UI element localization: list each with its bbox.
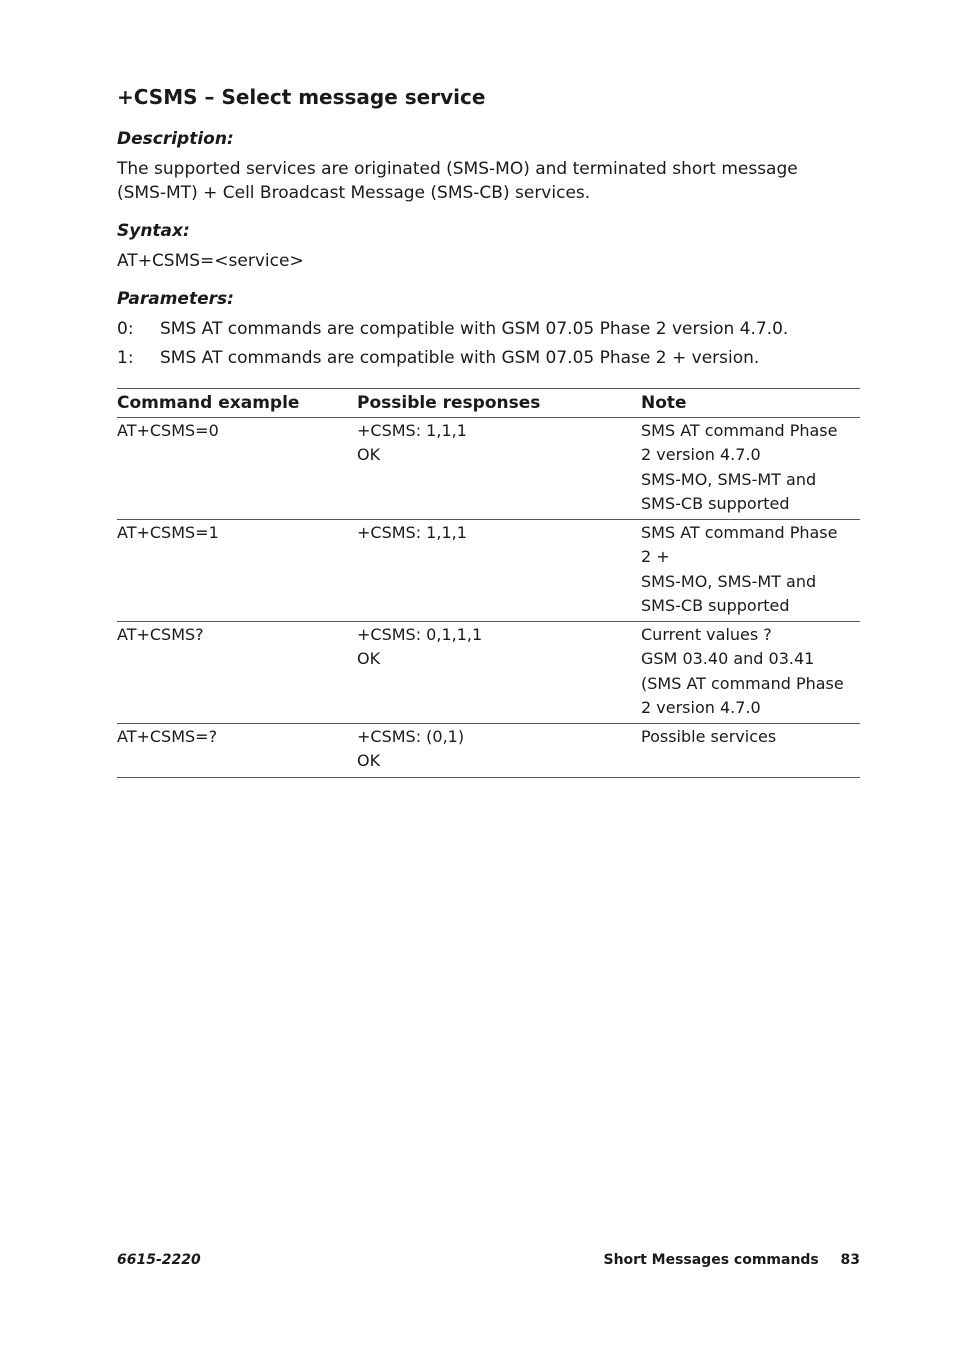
note-line: GSM 03.40 and 03.41 bbox=[641, 649, 815, 669]
response-cell bbox=[357, 419, 627, 468]
response-line: OK bbox=[357, 649, 381, 669]
note-line: SMS-MO, SMS-MT and bbox=[641, 571, 817, 591]
note-line: SMS AT command Phase bbox=[641, 421, 838, 440]
response-line: OK bbox=[357, 751, 381, 771]
table-row bbox=[117, 418, 860, 520]
parameters-heading: Parameters: bbox=[117, 289, 234, 309]
note-line: 2 version 4.7.0 bbox=[641, 445, 761, 465]
footer-section-title: Short Messages commands bbox=[603, 1252, 819, 1268]
command-cell bbox=[117, 623, 349, 647]
response-line: +CSMS: 1,1,1 bbox=[357, 523, 467, 542]
note-cell bbox=[641, 419, 860, 516]
parameter-text: SMS AT commands are compatible with GSM 07.05 Phase 2 + version. bbox=[160, 348, 760, 368]
response-line: +CSMS: 0,1,1,1 bbox=[357, 625, 483, 644]
command-line: AT+CSMS? bbox=[117, 625, 204, 644]
parameter-text: SMS AT commands are compatible with GSM 07.05 Phase 2 version 4.7.0. bbox=[160, 319, 789, 339]
response-cell bbox=[357, 725, 627, 774]
command-line: AT+CSMS=? bbox=[117, 727, 218, 746]
parameter-number: 0: bbox=[117, 319, 134, 339]
command-cell bbox=[117, 521, 349, 545]
header-note: Note bbox=[641, 393, 687, 413]
response-cell bbox=[357, 623, 627, 672]
note-line: Possible services bbox=[641, 727, 777, 746]
description-line-1: The supported services are originated (SMS-MO) and terminated short message bbox=[117, 159, 798, 179]
header-possible-responses: Possible responses bbox=[357, 393, 541, 413]
note-line: SMS-CB supported bbox=[641, 493, 790, 513]
description-line-2: (SMS-MT) + Cell Broadcast Message (SMS-CB) services. bbox=[117, 183, 591, 203]
note-line: 2 version 4.7.0 bbox=[641, 697, 761, 717]
command-line: AT+CSMS=0 bbox=[117, 421, 219, 440]
note-line: Current values ? bbox=[641, 625, 772, 644]
command-cell bbox=[117, 419, 349, 443]
parameter-number: 1: bbox=[117, 348, 134, 368]
description-heading: Description: bbox=[117, 129, 234, 149]
command-cell bbox=[117, 725, 349, 749]
note-line: 2 + bbox=[641, 547, 670, 567]
note-cell bbox=[641, 623, 860, 720]
footer-page-number: 83 bbox=[840, 1252, 860, 1268]
response-line: OK bbox=[357, 445, 381, 465]
footer-document-number: 6615-2220 bbox=[117, 1252, 201, 1268]
table-row bbox=[117, 520, 860, 622]
table-row bbox=[117, 724, 860, 778]
table-header-row bbox=[117, 389, 860, 418]
response-line: +CSMS: 1,1,1 bbox=[357, 421, 467, 440]
syntax-heading: Syntax: bbox=[117, 221, 190, 241]
command-line: AT+CSMS=1 bbox=[117, 523, 219, 542]
table-row bbox=[117, 622, 860, 724]
syntax-text: AT+CSMS=<service> bbox=[117, 251, 304, 271]
note-line: SMS-CB supported bbox=[641, 595, 790, 615]
note-line: SMS-MO, SMS-MT and bbox=[641, 469, 817, 489]
note-line: (SMS AT command Phase bbox=[641, 673, 844, 693]
note-line: SMS AT command Phase bbox=[641, 523, 838, 542]
response-cell bbox=[357, 521, 627, 545]
page-title: +CSMS – Select message service bbox=[117, 85, 486, 109]
note-cell bbox=[641, 725, 860, 749]
command-table bbox=[117, 388, 860, 778]
note-cell bbox=[641, 521, 860, 618]
footer-section bbox=[604, 1250, 861, 1270]
header-command-example: Command example bbox=[117, 393, 300, 413]
response-line: +CSMS: (0,1) bbox=[357, 727, 465, 746]
document-page bbox=[117, 0, 860, 1350]
